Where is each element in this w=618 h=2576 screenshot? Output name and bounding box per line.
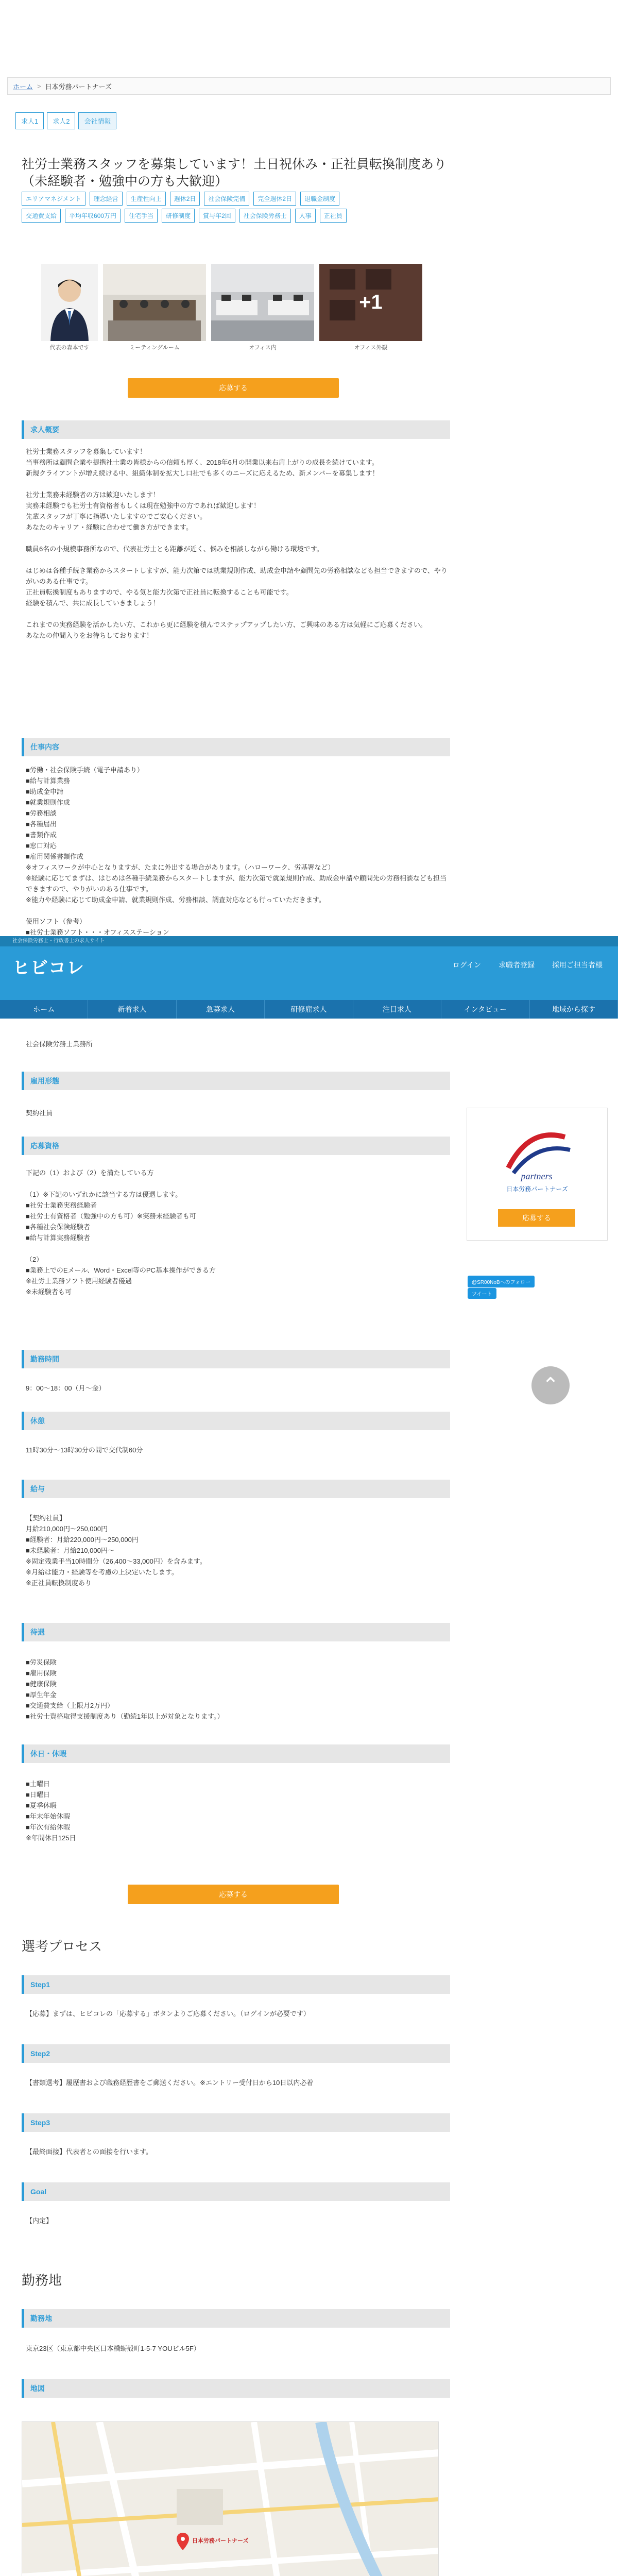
breadcrumb-sep: > <box>37 82 41 90</box>
section-head-holidays: 休日・休暇 <box>22 1744 450 1763</box>
section-head-hours: 勤務時間 <box>22 1350 450 1368</box>
employer-link[interactable]: 採用ご担当者様 <box>552 961 603 969</box>
job-tag[interactable]: 住宅手当 <box>125 209 158 223</box>
location-title: 勤務地 <box>22 2273 62 2288</box>
office-photo <box>211 264 314 341</box>
header-strip: 社会保険労務士・行政書士の求人サイト <box>0 936 618 946</box>
header-links <box>453 960 603 970</box>
nav-featured[interactable]: 注目求人 <box>353 1000 441 1019</box>
holidays-text: ■土曜日 ■日曜日 ■夏季休暇 ■年末年始休暇 ■年次有給休暇 ※年間休日125日 <box>26 1780 76 1842</box>
twitter-share-button[interactable]: ツイート <box>468 1288 496 1299</box>
step2-head: Step2 <box>22 2044 450 2063</box>
step1-text: 【応募】まずは、ヒビコレの「応募する」ボタンよりご応募ください。（ログインが必要です） <box>26 2010 310 2018</box>
exterior-photo <box>319 264 422 341</box>
site-logo[interactable]: ヒビコレ <box>12 958 84 978</box>
job-tag[interactable]: 社会保険完備 <box>204 192 249 206</box>
duties-text: ■労働・社会保険手続（電子申請あり） ■給与計算業務 ■助成金申請 ■就業規則作成 ■労務相談 ■各種届出 ■書類作成 ■窓口対応 ■雇用関係書類作成 ※オフィスワークが中心となりますが、たまに外出する場合があります。（ハローワーク、労基署など） ※経験に応じてまずは、はじめは各種手続業務からスタートしますが、能力次第で就業規則作成、助成金申請や顧問先の労務相談なども担当できますので、やりがいのある仕事です。 ※能力や経験に応じて助成金申請、就業規則作成、労務相談、調査対応なども行っていただきます。 使用ソフト（参考） ■社労士業務ソフト・・・オフィスステーション <box>26 766 447 936</box>
section-head-requirements: 応募資格 <box>22 1137 450 1155</box>
job-tag[interactable]: 理念経営 <box>90 192 123 206</box>
photo-caption: 代表の森本です <box>49 345 90 351</box>
register-link[interactable]: 求職者登録 <box>499 961 535 969</box>
selection-title: 選考プロセス <box>22 1939 102 1954</box>
map-place-label: 日本労務パートナーズ <box>192 2538 249 2544</box>
twitter-follow-button[interactable]: @SR00NoBへのフォロー <box>468 1276 535 1287</box>
nav-region[interactable]: 地域から探す <box>530 1000 618 1019</box>
address-head: 勤務地 <box>22 2309 450 2328</box>
section-head-break: 休憩 <box>22 1412 450 1430</box>
photo-meeting-room[interactable] <box>103 264 206 351</box>
requirements-text: 下記の（1）および（2）を満たしている方 （1）※下記のいずれかに該当する方は優遇します。 ■社労士業務実務経験者 ■社労士有資格者（勉強中の方も可）※実務未経験者も可 ■各種社会保険経験者 ■給与計算実務経験者 （2） ■業務上でのEメール、Word・Excel等のPC基本操作ができる方 ※社労士業務ソフト使用経験者優遇 ※未経験者も可 <box>26 1169 216 1296</box>
job-tag[interactable]: 退職金制度 <box>300 192 339 206</box>
nav-interview[interactable]: インタビュー <box>441 1000 529 1019</box>
job-tag[interactable]: 正社員 <box>320 209 347 223</box>
job-tag[interactable]: 研修制度 <box>162 209 195 223</box>
breadcrumb <box>7 77 611 95</box>
job-title: 社労士業務スタッフを募集しています！土日祝休み・正社員転換制度あり（未経験者・勉強中の方も大歓迎） <box>22 157 447 189</box>
section-head-salary: 給与 <box>22 1480 450 1498</box>
apply-button-bottom[interactable]: 応募する <box>128 1885 339 1904</box>
overview-text: 社労士業務スタッフを募集しています！ 当事務所は顧問企業や提携社士業の皆様からの信頼も厚く、2018年6月の開業以来右肩上がりの成長を続けています。 新規クライアントが増え続ける中、組織体制を拡大し口社でも多くのニーズに応えるため、新メンバーを募集します！ 社労士業務未経験者の方は歓迎いたします！ 実務未経験でも社労士有資格者もしくは現在勉強中の方であれば歓迎します！ 先輩スタッフが丁寧に指導いたしますのでご安心ください。 あなたのキャリア・経験に合わせて働き方ができます。 職員6名の小規模事務所なので、代表社労士とも距離が近く、悩みを相談しながら働ける環境です。 はじめは各種手続き業務からスタートしますが、能力次第では就業規則作成、助成金申請や顧問先の労務相談なども担当できますので、やりがいのある仕事です。 正社員転換制度もありますので、やる気と能力次第で正社員に転換することも可能です。 経験を積んで、共に成長していきましょう！ これまでの実務経験を活かしたい方、これから更に経験を積んでステップアップしたい方、ご興味のある方は気軽にご応募ください。 あなたの仲間入りをお待ちしております！ <box>26 448 448 639</box>
job-tag[interactable]: 平均年収600万円 <box>65 209 121 223</box>
job-tag[interactable]: 社会保険労務士 <box>239 209 291 223</box>
representative-photo <box>41 264 98 341</box>
tab-company-info[interactable]: 会社情報 <box>78 112 116 129</box>
job-tag[interactable]: 賞与年2回 <box>199 209 235 223</box>
section-head-duties: 仕事内容 <box>22 738 450 756</box>
sidebar-company-name[interactable]: 日本労務パートナーズ <box>506 1185 568 1193</box>
goal-head: Goal <box>22 2182 450 2201</box>
job-tag[interactable]: 交通費支給 <box>22 209 61 223</box>
sidebar-apply-button[interactable]: 応募する <box>498 1209 575 1227</box>
benefits-text: ■労災保険 ■雇用保険 ■健康保険 ■厚生年金 ■交通費支給（上限月2万円） ■社労士資格取得支援制度あり（勤続1年以上が対象となります。） <box>26 1658 224 1720</box>
breadcrumb-company: 日本労務パートナーズ <box>45 82 112 91</box>
step1-head: Step1 <box>22 1975 450 1994</box>
scroll-top-icon[interactable]: ⌃ <box>531 1366 570 1404</box>
tab-job2[interactable]: 求人2 <box>47 112 75 129</box>
job-tabs <box>15 112 116 129</box>
nav-training[interactable]: 研修雇求人 <box>265 1000 353 1019</box>
top-spacer <box>0 0 618 77</box>
photo-caption: オフィス外観 <box>354 345 388 351</box>
job-tag[interactable]: 生産性向上 <box>127 192 166 206</box>
photo-exterior[interactable] <box>319 264 422 351</box>
main-nav <box>0 1000 618 1019</box>
photo-caption: ミーティングルーム <box>129 345 180 351</box>
map-pin-icon <box>177 2533 189 2550</box>
salary-text: 【契約社員】 月給210,000円〜250,000円 ■経験者：月給220,000円〜250,000円 ■未経験者：月給210,000円〜 ※固定残業手当10時間分（26,400〜33,000円）を含みます。 ※月給は能力・経験等を考慮の上決定いたします。 ※正社員転換制度あり <box>26 1514 207 1587</box>
nav-home[interactable]: ホーム <box>0 1000 88 1019</box>
photo-representative[interactable] <box>41 264 98 351</box>
nav-urgent[interactable]: 急募求人 <box>177 1000 265 1019</box>
step3-head: Step3 <box>22 2113 450 2132</box>
photo-caption: オフィス内 <box>249 345 277 351</box>
map-head: 地図 <box>22 2379 450 2398</box>
meeting-room-photo <box>103 264 206 341</box>
photo-gallery <box>41 264 422 351</box>
company-sidebar <box>467 1108 608 1241</box>
site-header <box>0 936 618 1000</box>
hours-text: 9：00〜18：00（月〜金） <box>26 1384 106 1392</box>
nav-new[interactable]: 新着求人 <box>88 1000 176 1019</box>
employment-text: 契約社員 <box>26 1109 53 1117</box>
breadcrumb-home[interactable]: ホーム <box>13 82 33 91</box>
job-tag[interactable]: 完全週休2日 <box>253 192 296 206</box>
section-head-benefits: 待遇 <box>22 1623 450 1641</box>
job-tag[interactable]: 人事 <box>295 209 316 223</box>
company-logo-icon <box>493 1122 580 1183</box>
photo-office[interactable] <box>211 264 314 351</box>
login-link[interactable]: ログイン <box>452 961 481 969</box>
tab-job1[interactable]: 求人1 <box>15 112 44 129</box>
more-photos-count: +1 <box>359 291 383 314</box>
section-head-employment: 雇用形態 <box>22 1072 450 1090</box>
section-head-overview: 求人概要 <box>22 420 450 439</box>
step3-text: 【最終面接】代表者との面接を行います。 <box>26 2148 152 2156</box>
logo-text: partners <box>521 1171 553 1181</box>
address-text: 東京23区（東京都中央区日本橋蛎殻町1-5-7 YOUビル5F） <box>26 2345 200 2352</box>
step2-text: 【書類選考】履歴書および職務経歴書をご郵送ください。※エントリー受付日から10日以内必着 <box>26 2079 314 2087</box>
workplace-type: 社会保険労務士業務所 <box>26 1040 93 1048</box>
job-tag[interactable]: エリアマネジメント <box>22 192 85 206</box>
job-tag[interactable]: 週休2日 <box>170 192 200 206</box>
tag-list <box>22 192 351 223</box>
apply-button-top[interactable]: 応募する <box>128 378 339 398</box>
goal-text: 【内定】 <box>26 2217 53 2225</box>
location-map[interactable] <box>22 2421 439 2576</box>
break-text: 11時30分〜13時30分の間で交代制60分 <box>26 1446 143 1454</box>
